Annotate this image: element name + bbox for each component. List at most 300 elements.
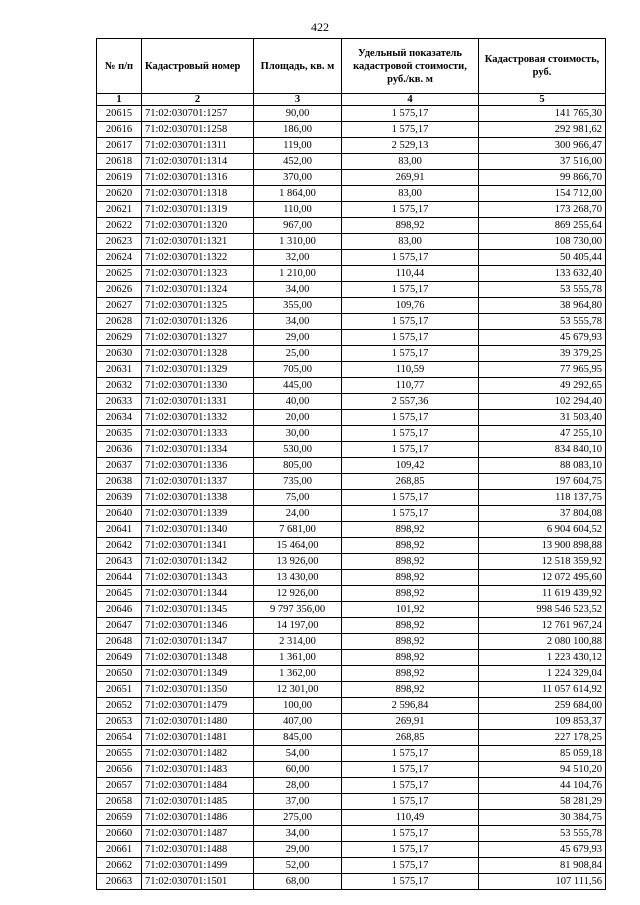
- cell-cadastral-number: 71:02:030701:1325: [142, 298, 254, 314]
- cell-row-number: 20626: [97, 282, 142, 298]
- cell-row-number: 20627: [97, 298, 142, 314]
- cell-area: 12 301,00: [254, 682, 342, 698]
- cell-area: 705,00: [254, 362, 342, 378]
- cell-area: 40,00: [254, 394, 342, 410]
- cell-row-number: 20649: [97, 650, 142, 666]
- table-row: [97, 378, 606, 394]
- cell-cadastral-value: 292 981,62: [479, 122, 606, 138]
- cell-area: 100,00: [254, 698, 342, 714]
- column-index-row: [97, 94, 606, 106]
- cell-row-number: 20622: [97, 218, 142, 234]
- table-row: [97, 330, 606, 346]
- cell-cadastral-number: 71:02:030701:1348: [142, 650, 254, 666]
- cell-row-number: 20659: [97, 810, 142, 826]
- cell-row-number: 20615: [97, 106, 142, 122]
- cell-specific-value: 269,91: [342, 714, 479, 730]
- cell-cadastral-number: 71:02:030701:1326: [142, 314, 254, 330]
- cell-row-number: 20646: [97, 602, 142, 618]
- table-row: [97, 698, 606, 714]
- cell-cadastral-value: 869 255,64: [479, 218, 606, 234]
- cell-cadastral-number: 71:02:030701:1338: [142, 490, 254, 506]
- cell-specific-value: 898,92: [342, 218, 479, 234]
- cell-row-number: 20631: [97, 362, 142, 378]
- cell-cadastral-value: 109 853,37: [479, 714, 606, 730]
- table-row: [97, 874, 606, 890]
- cell-cadastral-value: 133 632,40: [479, 266, 606, 282]
- cell-cadastral-number: 71:02:030701:1333: [142, 426, 254, 442]
- cell-cadastral-number: 71:02:030701:1319: [142, 202, 254, 218]
- cell-cadastral-value: 141 765,30: [479, 106, 606, 122]
- cell-cadastral-number: 71:02:030701:1322: [142, 250, 254, 266]
- cell-row-number: 20636: [97, 442, 142, 458]
- table-row: [97, 346, 606, 362]
- cell-cadastral-number: 71:02:030701:1349: [142, 666, 254, 682]
- cell-row-number: 20647: [97, 618, 142, 634]
- cell-cadastral-number: 71:02:030701:1323: [142, 266, 254, 282]
- cell-area: 68,00: [254, 874, 342, 890]
- cell-row-number: 20657: [97, 778, 142, 794]
- header-specific-value: Удельный показатель кадастровой стоимости, руб./кв. м: [342, 39, 479, 94]
- cell-area: 530,00: [254, 442, 342, 458]
- table-row: [97, 586, 606, 602]
- cell-specific-value: 898,92: [342, 682, 479, 698]
- cell-specific-value: 1 575,17: [342, 202, 479, 218]
- table-row: [97, 314, 606, 330]
- table-row: [97, 138, 606, 154]
- cell-cadastral-value: 50 405,44: [479, 250, 606, 266]
- cell-cadastral-number: 71:02:030701:1484: [142, 778, 254, 794]
- cell-cadastral-number: 71:02:030701:1481: [142, 730, 254, 746]
- cell-cadastral-value: 1 224 329,04: [479, 666, 606, 682]
- cell-cadastral-number: 71:02:030701:1329: [142, 362, 254, 378]
- cell-area: 1 864,00: [254, 186, 342, 202]
- cell-area: 52,00: [254, 858, 342, 874]
- cell-specific-value: 1 575,17: [342, 442, 479, 458]
- cell-row-number: 20629: [97, 330, 142, 346]
- cell-specific-value: 898,92: [342, 538, 479, 554]
- cell-row-number: 20618: [97, 154, 142, 170]
- table-body: [97, 106, 606, 890]
- table-row: [97, 106, 606, 122]
- cell-row-number: 20641: [97, 522, 142, 538]
- cell-row-number: 20656: [97, 762, 142, 778]
- table-row: [97, 650, 606, 666]
- table-row: [97, 410, 606, 426]
- cell-row-number: 20634: [97, 410, 142, 426]
- cell-area: 2 314,00: [254, 634, 342, 650]
- cell-specific-value: 1 575,17: [342, 330, 479, 346]
- cell-specific-value: 1 575,17: [342, 314, 479, 330]
- cell-specific-value: 1 575,17: [342, 426, 479, 442]
- cell-specific-value: 898,92: [342, 554, 479, 570]
- cell-cadastral-number: 71:02:030701:1328: [142, 346, 254, 362]
- cell-row-number: 20640: [97, 506, 142, 522]
- cell-area: 1 362,00: [254, 666, 342, 682]
- page-number: 422: [311, 20, 329, 34]
- cell-cadastral-value: 118 137,75: [479, 490, 606, 506]
- table-row: [97, 682, 606, 698]
- column-index: 4: [342, 94, 479, 106]
- cell-specific-value: 898,92: [342, 634, 479, 650]
- header-row-number: № п/п: [97, 39, 142, 94]
- table-row: [97, 266, 606, 282]
- cell-specific-value: 1 575,17: [342, 842, 479, 858]
- cell-specific-value: 1 575,17: [342, 346, 479, 362]
- cell-cadastral-value: 53 555,78: [479, 826, 606, 842]
- table-row: [97, 490, 606, 506]
- cell-cadastral-value: 12 072 495,60: [479, 570, 606, 586]
- cell-area: 1 210,00: [254, 266, 342, 282]
- table-row: [97, 602, 606, 618]
- table-row: [97, 458, 606, 474]
- cell-area: 186,00: [254, 122, 342, 138]
- cell-cadastral-number: 71:02:030701:1345: [142, 602, 254, 618]
- header-cadastral-number: Кадастровый номер: [142, 39, 254, 94]
- cell-cadastral-number: 71:02:030701:1337: [142, 474, 254, 490]
- cell-cadastral-value: 834 840,10: [479, 442, 606, 458]
- cell-area: 30,00: [254, 426, 342, 442]
- cell-cadastral-value: 102 294,40: [479, 394, 606, 410]
- table-row: [97, 794, 606, 810]
- cell-area: 13 430,00: [254, 570, 342, 586]
- cell-cadastral-number: 71:02:030701:1342: [142, 554, 254, 570]
- cell-cadastral-value: 39 379,25: [479, 346, 606, 362]
- cell-area: 54,00: [254, 746, 342, 762]
- cell-row-number: 20632: [97, 378, 142, 394]
- cell-cadastral-value: 88 083,10: [479, 458, 606, 474]
- cell-cadastral-value: 173 268,70: [479, 202, 606, 218]
- cell-row-number: 20645: [97, 586, 142, 602]
- cell-cadastral-value: 81 908,84: [479, 858, 606, 874]
- cell-cadastral-value: 227 178,25: [479, 730, 606, 746]
- cell-cadastral-number: 71:02:030701:1347: [142, 634, 254, 650]
- cell-specific-value: 1 575,17: [342, 778, 479, 794]
- cell-cadastral-value: 300 966,47: [479, 138, 606, 154]
- table-row: [97, 858, 606, 874]
- cell-cadastral-number: 71:02:030701:1321: [142, 234, 254, 250]
- cell-specific-value: 109,42: [342, 458, 479, 474]
- cell-specific-value: 1 575,17: [342, 282, 479, 298]
- cell-cadastral-value: 154 712,00: [479, 186, 606, 202]
- cell-area: 14 197,00: [254, 618, 342, 634]
- cell-row-number: 20625: [97, 266, 142, 282]
- cell-cadastral-value: 998 546 523,52: [479, 602, 606, 618]
- cell-row-number: 20655: [97, 746, 142, 762]
- cell-cadastral-value: 37 804,08: [479, 506, 606, 522]
- table-row: [97, 186, 606, 202]
- cell-specific-value: 1 575,17: [342, 250, 479, 266]
- cell-specific-value: 83,00: [342, 154, 479, 170]
- cell-cadastral-number: 71:02:030701:1344: [142, 586, 254, 602]
- cell-specific-value: 1 575,17: [342, 410, 479, 426]
- cell-row-number: 20661: [97, 842, 142, 858]
- table-row: [97, 746, 606, 762]
- cell-area: 32,00: [254, 250, 342, 266]
- cell-row-number: 20648: [97, 634, 142, 650]
- cell-specific-value: 101,92: [342, 602, 479, 618]
- cell-row-number: 20638: [97, 474, 142, 490]
- table-row: [97, 202, 606, 218]
- table-row: [97, 218, 606, 234]
- cell-specific-value: 1 575,17: [342, 826, 479, 842]
- table-row: [97, 298, 606, 314]
- header-area: Площадь, кв. м: [254, 39, 342, 94]
- cell-cadastral-number: 71:02:030701:1320: [142, 218, 254, 234]
- table-row: [97, 154, 606, 170]
- table-row: [97, 522, 606, 538]
- cell-cadastral-number: 71:02:030701:1332: [142, 410, 254, 426]
- cell-cadastral-number: 71:02:030701:1316: [142, 170, 254, 186]
- table-header-row: [97, 39, 606, 94]
- cell-cadastral-number: 71:02:030701:1479: [142, 698, 254, 714]
- cell-cadastral-value: 6 904 604,52: [479, 522, 606, 538]
- table-row: [97, 618, 606, 634]
- cell-specific-value: 83,00: [342, 186, 479, 202]
- cell-area: 9 797 356,00: [254, 602, 342, 618]
- cell-cadastral-number: 71:02:030701:1346: [142, 618, 254, 634]
- cell-area: 29,00: [254, 330, 342, 346]
- cell-row-number: 20660: [97, 826, 142, 842]
- table-row: [97, 714, 606, 730]
- cell-cadastral-number: 71:02:030701:1350: [142, 682, 254, 698]
- cell-cadastral-number: 71:02:030701:1499: [142, 858, 254, 874]
- cell-row-number: 20624: [97, 250, 142, 266]
- cell-specific-value: 898,92: [342, 586, 479, 602]
- cell-cadastral-value: 44 104,76: [479, 778, 606, 794]
- cell-area: 37,00: [254, 794, 342, 810]
- table-row: [97, 730, 606, 746]
- cell-cadastral-value: 45 679,93: [479, 842, 606, 858]
- cell-area: 34,00: [254, 282, 342, 298]
- cell-specific-value: 268,85: [342, 474, 479, 490]
- cell-specific-value: 1 575,17: [342, 122, 479, 138]
- cell-specific-value: 898,92: [342, 570, 479, 586]
- cell-cadastral-number: 71:02:030701:1488: [142, 842, 254, 858]
- cell-cadastral-value: 58 281,29: [479, 794, 606, 810]
- cell-area: 355,00: [254, 298, 342, 314]
- table-row: [97, 394, 606, 410]
- table-row: [97, 842, 606, 858]
- table-row: [97, 538, 606, 554]
- cell-cadastral-number: 71:02:030701:1485: [142, 794, 254, 810]
- cell-row-number: 20653: [97, 714, 142, 730]
- cell-cadastral-value: 12 761 967,24: [479, 618, 606, 634]
- column-index: 3: [254, 94, 342, 106]
- cell-cadastral-number: 71:02:030701:1330: [142, 378, 254, 394]
- cell-specific-value: 1 575,17: [342, 106, 479, 122]
- cell-area: 370,00: [254, 170, 342, 186]
- cell-row-number: 20616: [97, 122, 142, 138]
- cell-cadastral-number: 71:02:030701:1339: [142, 506, 254, 522]
- cell-specific-value: 2 596,84: [342, 698, 479, 714]
- cell-row-number: 20630: [97, 346, 142, 362]
- cell-cadastral-value: 47 255,10: [479, 426, 606, 442]
- cell-cadastral-number: 71:02:030701:1501: [142, 874, 254, 890]
- cell-area: 34,00: [254, 826, 342, 842]
- cell-cadastral-number: 71:02:030701:1331: [142, 394, 254, 410]
- cell-specific-value: 2 557,36: [342, 394, 479, 410]
- table-row: [97, 666, 606, 682]
- cell-row-number: 20658: [97, 794, 142, 810]
- cell-cadastral-value: 30 384,75: [479, 810, 606, 826]
- cell-specific-value: 110,49: [342, 810, 479, 826]
- cell-area: 110,00: [254, 202, 342, 218]
- cell-cadastral-value: 31 503,40: [479, 410, 606, 426]
- cell-area: 407,00: [254, 714, 342, 730]
- cell-cadastral-number: 71:02:030701:1336: [142, 458, 254, 474]
- cell-specific-value: 1 575,17: [342, 746, 479, 762]
- column-index: 2: [142, 94, 254, 106]
- cell-cadastral-number: 71:02:030701:1314: [142, 154, 254, 170]
- cell-cadastral-value: 13 900 898,88: [479, 538, 606, 554]
- cell-area: 60,00: [254, 762, 342, 778]
- cell-row-number: 20635: [97, 426, 142, 442]
- cell-area: 445,00: [254, 378, 342, 394]
- cell-area: 75,00: [254, 490, 342, 506]
- cell-area: 119,00: [254, 138, 342, 154]
- table-row: [97, 234, 606, 250]
- cell-cadastral-number: 71:02:030701:1482: [142, 746, 254, 762]
- cell-area: 452,00: [254, 154, 342, 170]
- cell-row-number: 20663: [97, 874, 142, 890]
- table-row: [97, 570, 606, 586]
- cell-specific-value: 110,44: [342, 266, 479, 282]
- table-row: [97, 442, 606, 458]
- table-row: [97, 810, 606, 826]
- cell-specific-value: 268,85: [342, 730, 479, 746]
- cell-row-number: 20652: [97, 698, 142, 714]
- cell-cadastral-number: 71:02:030701:1334: [142, 442, 254, 458]
- cell-area: 15 464,00: [254, 538, 342, 554]
- table-row: [97, 778, 606, 794]
- cell-row-number: 20633: [97, 394, 142, 410]
- cell-row-number: 20619: [97, 170, 142, 186]
- cell-area: 805,00: [254, 458, 342, 474]
- cell-cadastral-number: 71:02:030701:1318: [142, 186, 254, 202]
- cell-area: 12 926,00: [254, 586, 342, 602]
- cell-area: 34,00: [254, 314, 342, 330]
- cell-specific-value: 898,92: [342, 618, 479, 634]
- cell-area: 735,00: [254, 474, 342, 490]
- cell-cadastral-value: 12 518 359,92: [479, 554, 606, 570]
- cell-specific-value: 83,00: [342, 234, 479, 250]
- table-row: [97, 506, 606, 522]
- cell-cadastral-number: 71:02:030701:1340: [142, 522, 254, 538]
- cell-cadastral-number: 71:02:030701:1324: [142, 282, 254, 298]
- cell-specific-value: 1 575,17: [342, 794, 479, 810]
- cell-cadastral-value: 45 679,93: [479, 330, 606, 346]
- cell-cadastral-value: 94 510,20: [479, 762, 606, 778]
- cell-specific-value: 1 575,17: [342, 762, 479, 778]
- cell-row-number: 20639: [97, 490, 142, 506]
- table-row: [97, 762, 606, 778]
- cell-specific-value: 898,92: [342, 522, 479, 538]
- header-cadastral-value: Кадастровая стоимость, руб.: [479, 39, 606, 94]
- cell-cadastral-value: 2 080 100,88: [479, 634, 606, 650]
- cell-specific-value: 1 575,17: [342, 490, 479, 506]
- cell-specific-value: 1 575,17: [342, 858, 479, 874]
- cell-area: 967,00: [254, 218, 342, 234]
- cadastral-value-table: [96, 38, 606, 890]
- cell-row-number: 20650: [97, 666, 142, 682]
- cell-specific-value: 109,76: [342, 298, 479, 314]
- cell-area: 275,00: [254, 810, 342, 826]
- cell-cadastral-value: 107 111,56: [479, 874, 606, 890]
- cell-cadastral-value: 85 059,18: [479, 746, 606, 762]
- cell-cadastral-number: 71:02:030701:1258: [142, 122, 254, 138]
- cell-area: 90,00: [254, 106, 342, 122]
- cell-cadastral-value: 108 730,00: [479, 234, 606, 250]
- cell-row-number: 20637: [97, 458, 142, 474]
- cell-cadastral-value: 11 057 614,92: [479, 682, 606, 698]
- table-row: [97, 426, 606, 442]
- cell-area: 845,00: [254, 730, 342, 746]
- cell-cadastral-value: 197 604,75: [479, 474, 606, 490]
- cell-row-number: 20644: [97, 570, 142, 586]
- column-index: 1: [97, 94, 142, 106]
- cell-row-number: 20628: [97, 314, 142, 330]
- table-row: [97, 554, 606, 570]
- cell-area: 1 361,00: [254, 650, 342, 666]
- table-row: [97, 282, 606, 298]
- cell-row-number: 20623: [97, 234, 142, 250]
- cell-cadastral-value: 53 555,78: [479, 314, 606, 330]
- cell-cadastral-number: 71:02:030701:1480: [142, 714, 254, 730]
- cell-row-number: 20662: [97, 858, 142, 874]
- cell-area: 13 926,00: [254, 554, 342, 570]
- cell-area: 20,00: [254, 410, 342, 426]
- cell-cadastral-number: 71:02:030701:1311: [142, 138, 254, 154]
- table-row: [97, 634, 606, 650]
- cell-cadastral-value: 1 223 430,12: [479, 650, 606, 666]
- cell-row-number: 20654: [97, 730, 142, 746]
- cell-row-number: 20621: [97, 202, 142, 218]
- cell-area: 1 310,00: [254, 234, 342, 250]
- cell-specific-value: 1 575,17: [342, 506, 479, 522]
- cell-area: 24,00: [254, 506, 342, 522]
- table-row: [97, 122, 606, 138]
- cell-specific-value: 110,77: [342, 378, 479, 394]
- table-row: [97, 826, 606, 842]
- table-row: [97, 474, 606, 490]
- cell-cadastral-value: 99 866,70: [479, 170, 606, 186]
- cell-area: 28,00: [254, 778, 342, 794]
- cell-row-number: 20643: [97, 554, 142, 570]
- cell-cadastral-value: 38 964,80: [479, 298, 606, 314]
- cell-row-number: 20617: [97, 138, 142, 154]
- table-row: [97, 170, 606, 186]
- cell-cadastral-number: 71:02:030701:1487: [142, 826, 254, 842]
- cell-row-number: 20642: [97, 538, 142, 554]
- cell-area: 7 681,00: [254, 522, 342, 538]
- cell-cadastral-value: 37 516,00: [479, 154, 606, 170]
- cell-specific-value: 269,91: [342, 170, 479, 186]
- table-row: [97, 362, 606, 378]
- cell-specific-value: 110,59: [342, 362, 479, 378]
- cell-cadastral-value: 259 684,00: [479, 698, 606, 714]
- cell-specific-value: 898,92: [342, 666, 479, 682]
- cell-area: 29,00: [254, 842, 342, 858]
- column-index: 5: [479, 94, 606, 106]
- cell-specific-value: 2 529,13: [342, 138, 479, 154]
- cell-row-number: 20651: [97, 682, 142, 698]
- cell-cadastral-value: 11 619 439,92: [479, 586, 606, 602]
- table-row: [97, 250, 606, 266]
- cell-cadastral-value: 49 292,65: [479, 378, 606, 394]
- cell-cadastral-number: 71:02:030701:1343: [142, 570, 254, 586]
- cell-cadastral-value: 77 965,95: [479, 362, 606, 378]
- cell-cadastral-value: 53 555,78: [479, 282, 606, 298]
